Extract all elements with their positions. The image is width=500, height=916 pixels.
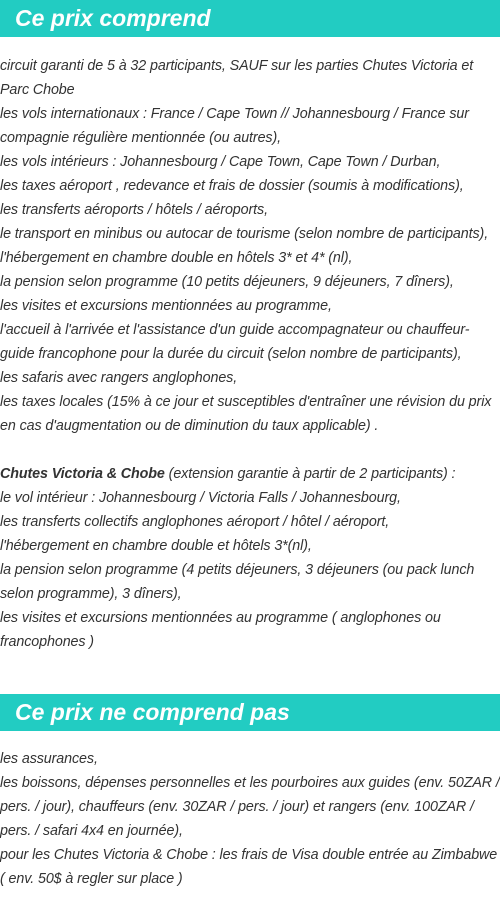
excluded-heading: Ce prix ne comprend pas (0, 694, 500, 731)
list-item: circuit garanti de 5 à 32 participants, SAUF sur les parties Chutes Victoria et Parc Chobe (0, 58, 474, 98)
extension-heading (0, 462, 500, 486)
list-item: les vols internationaux : France / Cape Town // Johannesbourg / France sur compagnie régulière mentionnée (ou autres), (0, 106, 469, 146)
list-item: les visites et excursions mentionnées au programme ( anglophones ou francophones ) (0, 610, 441, 650)
extension-note: (extension garantie à partir de 2 participants) : (164, 466, 456, 482)
list-item: les transferts aéroports / hôtels / aéroports, (0, 202, 268, 218)
list-item: les visites et excursions mentionnées au programme, (0, 298, 332, 314)
section-excluded (0, 694, 500, 891)
list-item: le transport en minibus ou autocar de tourisme (selon nombre de participants), (0, 226, 489, 242)
included-heading: Ce prix comprend (0, 0, 500, 37)
list-item: la pension selon programme (10 petits déjeuners, 9 déjeuners, 7 dîners), (0, 274, 454, 290)
extension-name: Chutes Victoria & Chobe (0, 466, 165, 482)
included-list (0, 54, 500, 654)
list-item: l'hébergement en chambre double en hôtels 3* et 4* (nl), (0, 250, 353, 266)
list-item: les vols intérieurs : Johannesbourg / Cape Town, Cape Town / Durban, (0, 154, 441, 170)
list-item: le vol intérieur : Johannesbourg / Victoria Falls / Johannesbourg, (0, 490, 401, 506)
list-item: l'hébergement en chambre double et hôtels 3*(nl), (0, 538, 312, 554)
list-item: la pension selon programme (4 petits déjeuners, 3 déjeuners (ou pack lunch selon programme), 3 dîners), (0, 562, 475, 602)
list-item: pour les Chutes Victoria & Chobe : les frais de Visa double entrée au Zimbabwe ( env. 50$ à regler sur place ) (0, 847, 498, 887)
list-item: les taxes locales (15% à ce jour et susceptibles d'entraîner une révision du prix en cas d'augmentation ou de diminution du taux applicable) . (0, 394, 492, 434)
spacer (0, 438, 500, 462)
excluded-list (0, 747, 500, 891)
list-item: les boissons, dépenses personnelles et les pourboires aux guides (env. 50ZAR / pers. / jour), chauffeurs (env. 30ZAR / pers. / jour) et rangers (env. 100ZAR / pers. / safari 4x4 en journée), (0, 775, 500, 839)
list-item: les transferts collectifs anglophones aéroport / hôtel / aéroport, (0, 514, 390, 530)
list-item: l'accueil à l'arrivée et l'assistance d'un guide accompagnateur ou chauffeur-guide francophone pour la durée du circuit (selon nombre de participants), (0, 322, 470, 362)
list-item: les safaris avec rangers anglophones, (0, 370, 238, 386)
list-item: les assurances, (0, 751, 98, 767)
list-item: les taxes aéroport , redevance et frais de dossier (soumis à modifications), (0, 178, 464, 194)
